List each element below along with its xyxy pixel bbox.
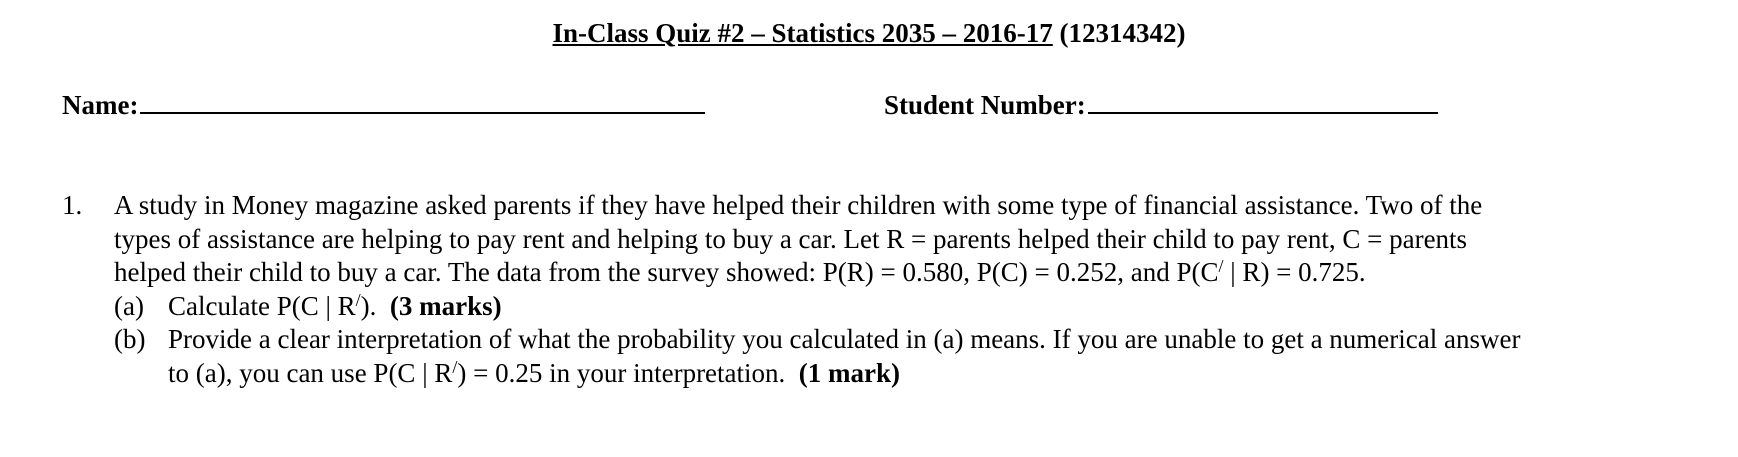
student-number-field [884, 86, 1438, 121]
part-a-text: Calculate P(C | R [168, 290, 356, 321]
quiz-code: (12314342) [1059, 18, 1186, 48]
student-number-label: Student Number: [884, 90, 1086, 120]
name-blank-line[interactable] [140, 86, 705, 114]
question-number: 1. [62, 190, 83, 220]
question-line-1: A study in Money magazine asked parents if they have helped their children with some type of financial assistance. Two of the [114, 190, 1483, 220]
question-line-3-tail: | R) = 0.725. [1223, 257, 1366, 287]
part-b-marks: (1 mark) [798, 357, 901, 388]
part-b-line-1: Provide a clear interpretation of what the probability you calculated in (a) means. If you are unable to get a numerical answer [168, 324, 1521, 354]
question-1 [62, 189, 1702, 390]
part-b-line-2-text: to (a), you can use P(C | R [168, 357, 453, 388]
part-b-label: (b) [114, 324, 146, 354]
part-b-line-2 [168, 357, 1702, 391]
prime-mark: / [452, 356, 458, 377]
part-a [114, 290, 1702, 324]
part-a-marks: (3 marks) [389, 290, 502, 321]
question-line-3-text: helped their child to buy a car. The data from the survey showed: P(R) = 0.580, P(C) = 0.252, and P(C [114, 257, 1219, 287]
quiz-title-row [0, 18, 1738, 49]
question-line-3 [114, 256, 1702, 290]
question-body [114, 189, 1702, 390]
quiz-title: In-Class Quiz #2 – Statistics 2035 – 2016-17 [552, 18, 1053, 48]
part-b [114, 323, 1702, 390]
part-b-line-2-after: ) = 0.25 in your interpretation. [457, 357, 786, 388]
question-line-2: types of assistance are helping to pay rent and helping to buy a car. Let R = parents helped their child to pay rent, C = parents [114, 223, 1468, 254]
part-a-text-after: ). [360, 290, 377, 321]
prime-mark: / [1218, 256, 1224, 276]
name-label: Name: [62, 90, 139, 120]
prime-mark: / [355, 289, 361, 310]
student-number-blank-line[interactable] [1088, 86, 1438, 114]
part-a-label: (a) [114, 290, 144, 321]
name-field [62, 86, 705, 121]
